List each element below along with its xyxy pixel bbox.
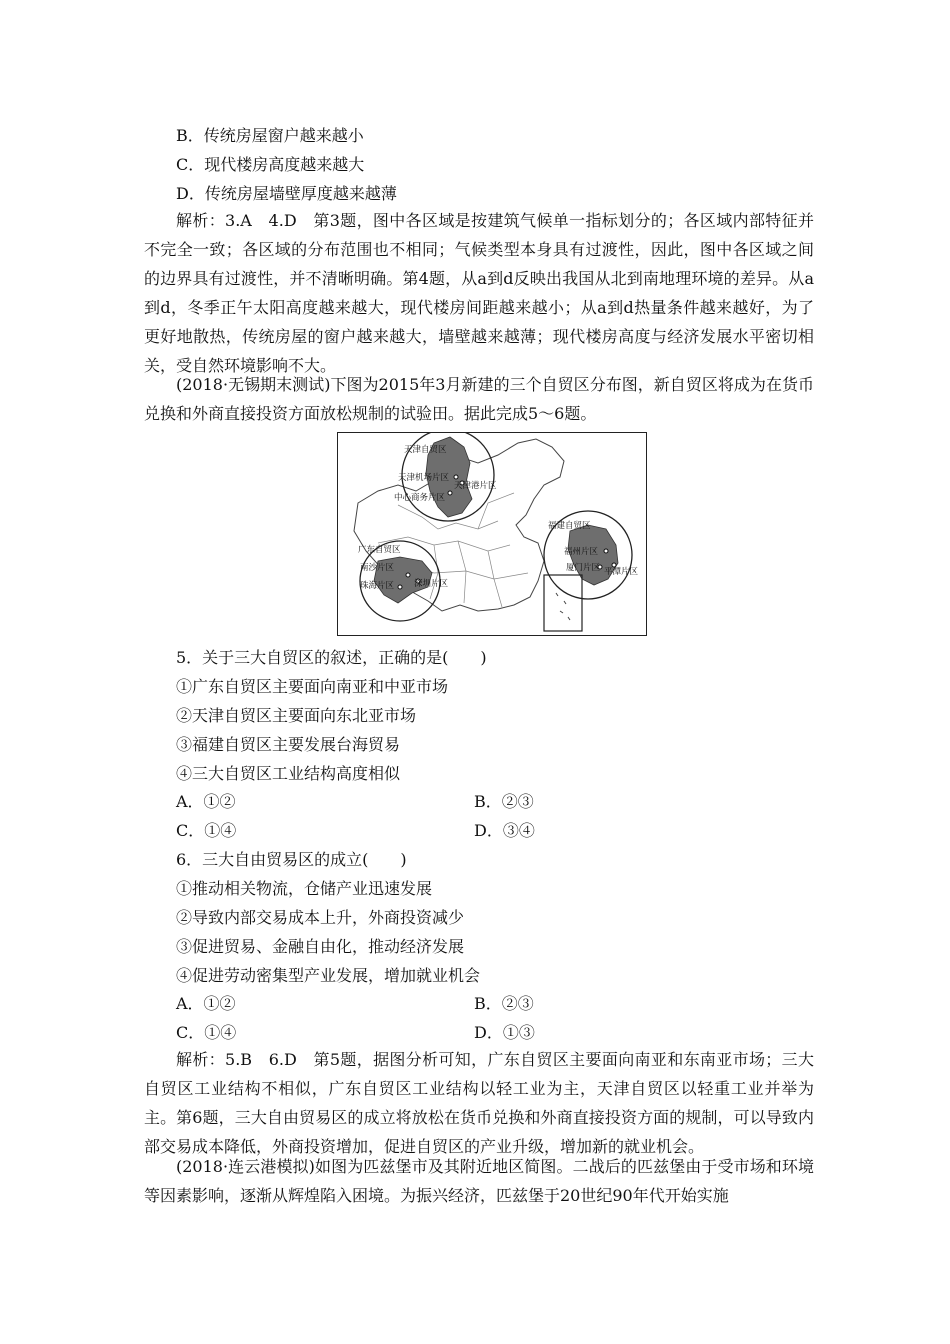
label-tianjin-airport: 天津机场片区: [398, 473, 450, 483]
q6-option-c: C．①④: [176, 1023, 237, 1042]
q6-item-2: ②导致内部交易成本上升，外商投资减少: [176, 908, 465, 927]
label-shenzhen: 深圳片区: [414, 579, 449, 589]
q5-item-4: ④三大自贸区工业结构高度相似: [176, 764, 401, 783]
q6-item-4: ④促进劳动密集型产业发展，增加就业机会: [176, 966, 481, 985]
label-tianjin-zone: 天津自贸区: [404, 445, 447, 455]
label-tianjin-port: 天津港片区: [454, 481, 497, 491]
q5-stem: 5．关于三大自贸区的叙述，正确的是( ): [176, 648, 487, 667]
intro-5-6: (2018·无锡期末测试)下图为2015年3月新建的三个自贸区分布图，新自贸区将成为在货币兑换和外商直接投资方面放松规制的试验田。据此完成5～6题。: [144, 375, 814, 423]
q4-option-d: D．传统房屋墙壁厚度越来越薄: [176, 184, 397, 203]
q6-stem: 6．三大自由贸易区的成立( ): [176, 850, 407, 869]
q6-option-a: A．①②: [176, 994, 236, 1013]
label-fujian-zone: 福建自贸区: [548, 521, 591, 531]
label-tianjin-cbd: 中心商务片区: [394, 493, 446, 503]
analysis-5-6: 解析：5.B 6.D 第5题，据图分析可知，广东自贸区主要面向南亚和东南亚市场；三大自贸区工业结构不相似，广东自贸区工业结构以轻工业为主，天津自贸区以轻重工业并举为主。第6题，三大自由贸易区的成立将放松在货币兑换和外商直接投资方面的规制，可以导致内部交易成本降低，外商投资增加，促进自贸区的产业升级，增加新的就业机会。: [144, 1050, 814, 1156]
q6-item-1: ①推动相关物流，仓储产业迅速发展: [176, 879, 433, 898]
q5-option-a: A．①②: [176, 792, 236, 811]
q6-item-3: ③促进贸易、金融自由化，推动经济发展: [176, 937, 465, 956]
label-nansha: 南沙片区: [360, 563, 395, 573]
free-trade-zone-map: [337, 432, 647, 636]
china-map-outline: [338, 433, 647, 636]
analysis-3-4: 解析：3.A 4.D 第3题，图中各区域是按建筑气候单一指标划分的；各区域内部特征并不完全一致；各区域的分布范围也不相同；气候类型本身具有过渡性，因此，图中各区域之间的边界具有过渡性，并不清晰明确。第4题，从a到d反映出我国从北到南地理环境的差异。从a到d，冬季正午太阳高度越来越大，现代楼房间距越来越小；从a到d热量条件越来越好，为了更好地散热，传统房屋的窗户越来越大，墙壁越来越薄；现代楼房高度与经济发展水平密切相关，受自然环境影响不大。: [144, 211, 814, 375]
q4-option-b: B．传统房屋窗户越来越小: [176, 126, 364, 145]
q5-item-2: ②天津自贸区主要面向东北亚市场: [176, 706, 417, 725]
q6-option-d: D．①③: [474, 1023, 535, 1042]
intro-next-question: (2018·连云港模拟)如图为匹兹堡市及其附近地区简图。二战后的匹兹堡由于受市场和环境等因素影响，逐渐从辉煌陷入困境。为振兴经济，匹兹堡于20世纪90年代开始实施: [144, 1157, 814, 1205]
q5-option-c: C．①④: [176, 821, 237, 840]
q5-option-b: B．②③: [474, 792, 534, 811]
label-fuzhou: 福州片区: [564, 547, 599, 557]
label-zhuhai: 珠海片区: [360, 581, 395, 591]
q5-item-3: ③福建自贸区主要发展台海贸易: [176, 735, 401, 754]
q5-option-d: D．③④: [474, 821, 535, 840]
label-xiamen: 厦门片区: [566, 563, 601, 573]
label-guangdong-zone: 广东自贸区: [358, 545, 401, 555]
q4-option-c: C．现代楼房高度越来越大: [176, 155, 365, 174]
q6-option-b: B．②③: [474, 994, 534, 1013]
q5-item-1: ①广东自贸区主要面向南亚和中亚市场: [176, 677, 449, 696]
label-pingtan: 平潭片区: [604, 567, 639, 577]
